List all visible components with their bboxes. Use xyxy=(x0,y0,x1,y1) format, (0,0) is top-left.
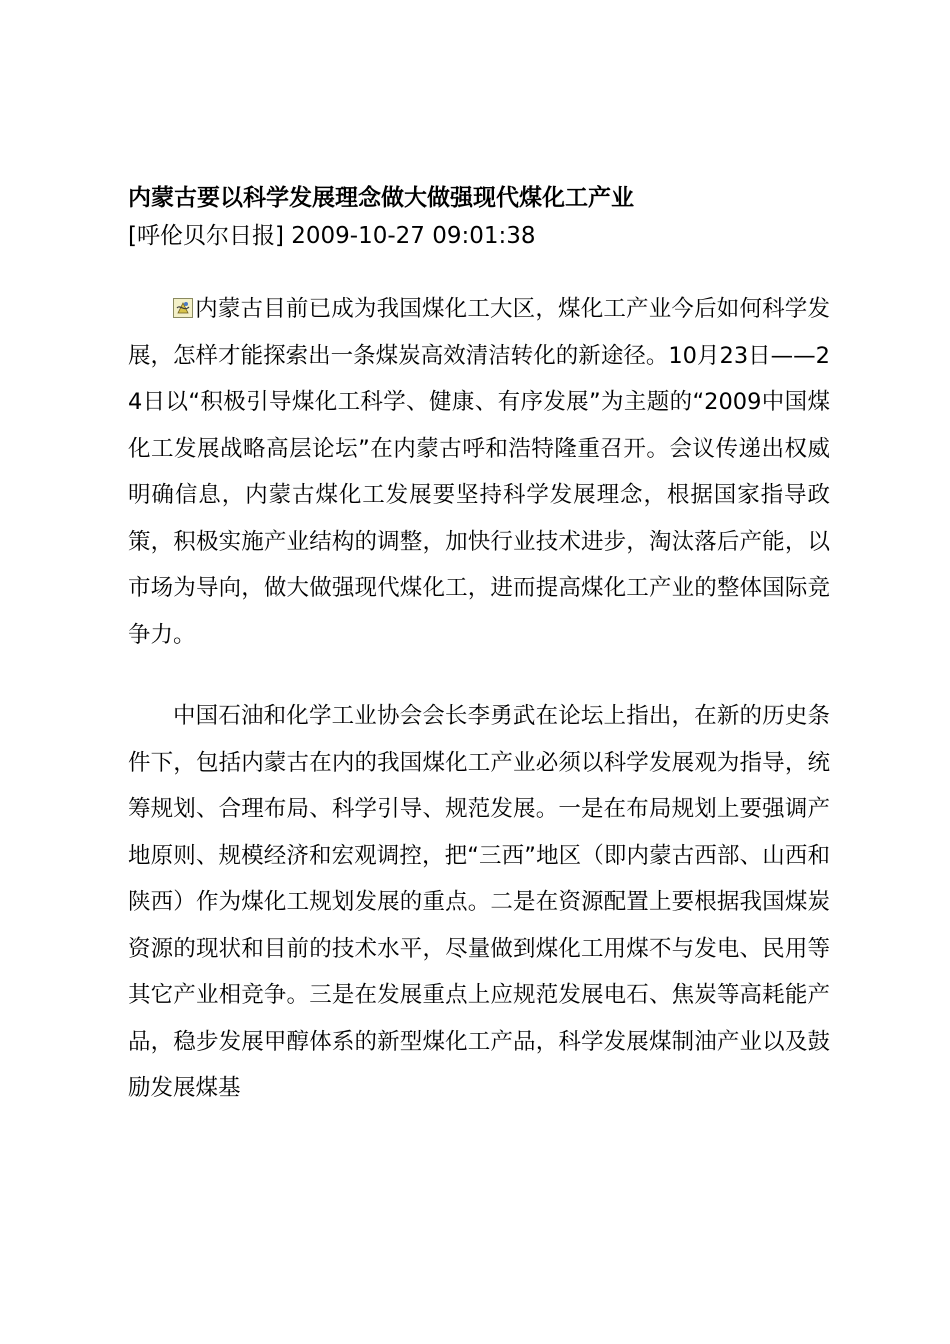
paragraph-1-text: 内蒙古目前已成为我国煤化工大区，煤化工产业今后如何科学发展，怎样才能探索出一条煤炭高效清洁转化的新途径。10月23日——24日以“积极引导煤化工科学、健康、有序发展”为主题的“2009中国煤化工发展战略高层论坛”在内蒙古呼和浩特隆重召开。会议传递出权威明确信息，内蒙古煤化工发展要坚持科学发展理念，根据国家指导政策，积极实施产业结构的调整，加快行业技术进步，淘汰落后产能，以市场为导向，做大做强现代煤化工，进而提高煤化工产业的整体国际竞争力。 xyxy=(128,296,830,648)
image-placeholder-icon xyxy=(173,298,193,318)
paragraph-2-text: 中国石油和化学工业协会会长李勇武在论坛上指出，在新的历史条件下，包括内蒙古在内的我国煤化工产业必须以科学发展观为指导，统筹规划、合理布局、科学引导、规范发展。一是在布局规划上要强调产地原则、规模经济和宏观调控，把“三西”地区（即内蒙古西部、山西和陕西）作为煤化工规划发展的重点。二是在资源配置上要根据我国煤炭资源的现状和目前的技术水平，尽量做到煤化工用煤不与发电、民用等其它产业相竞争。三是在发展重点上应规范发展电石、焦炭等高耗能产品，稳步发展甲醇体系的新型煤化工产品，科学发展煤制油产业以及鼓励发展煤基 xyxy=(128,703,830,1101)
document-page xyxy=(128,180,830,1112)
article-title: 内蒙古要以科学发展理念做大做强现代煤化工产业 xyxy=(128,185,634,211)
article-source-date: [呼伦贝尔日报] 2009-10-27 09:01:38 xyxy=(128,223,536,249)
article-paragraph-2 xyxy=(128,693,830,1112)
article-paragraph-1 xyxy=(128,286,830,658)
